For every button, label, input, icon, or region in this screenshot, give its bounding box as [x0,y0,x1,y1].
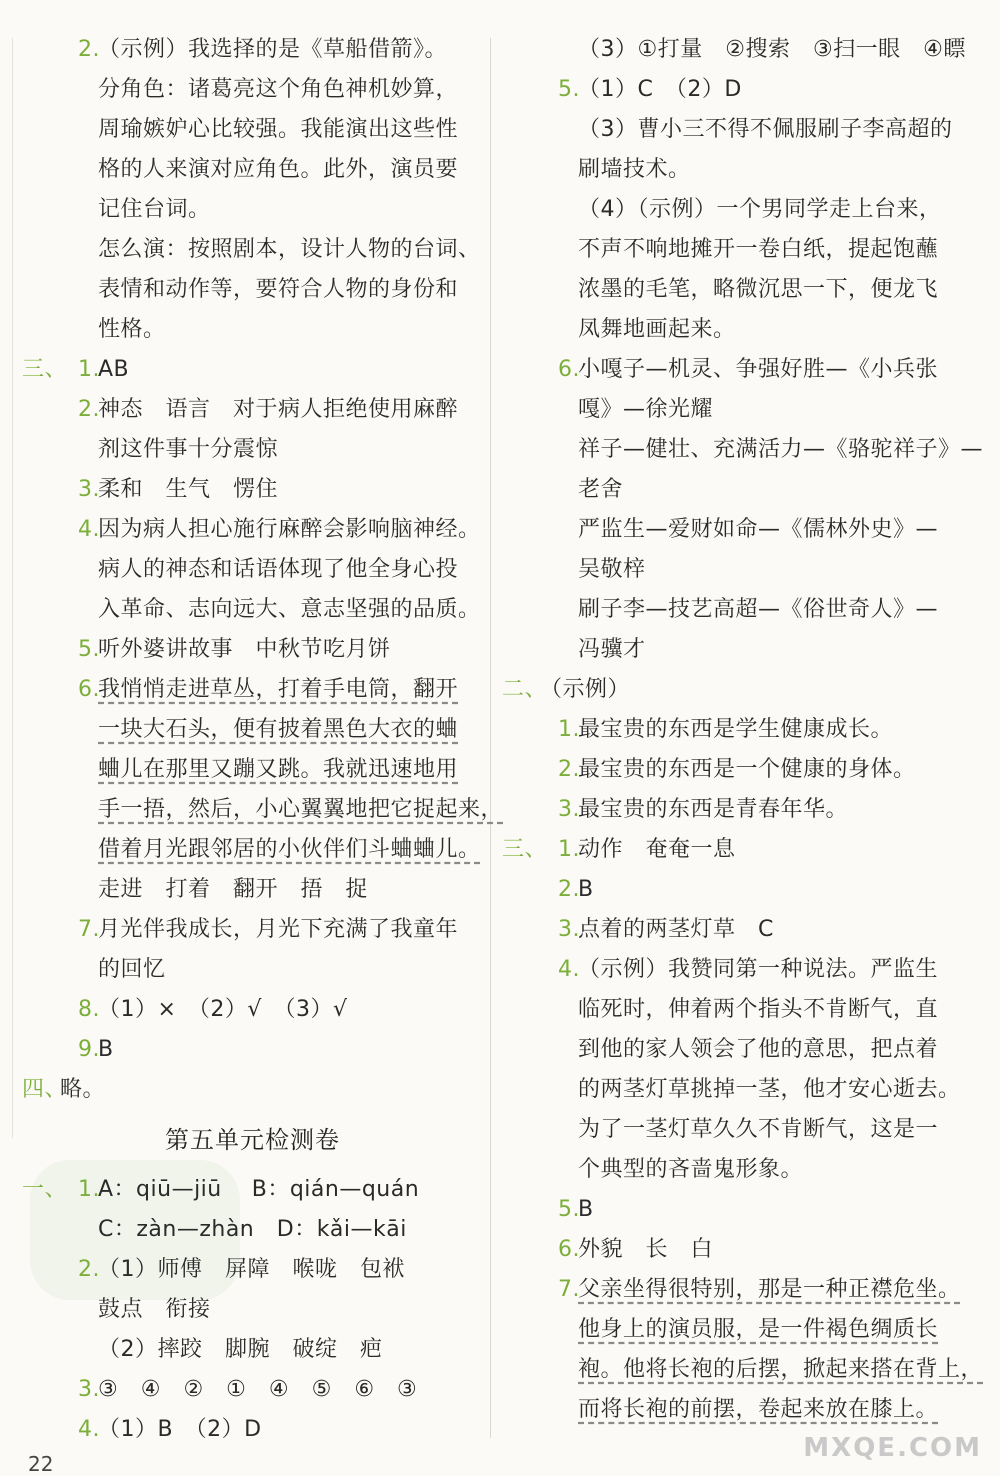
answer-line [22,1370,482,1410]
question-number: 3. [558,797,580,822]
answer-text: A：qiū—jiū B：qián—quán [98,1177,420,1202]
column-divider [490,38,491,1438]
answer-line [22,1170,482,1210]
answer-text: AB [98,357,130,382]
answer-text: 走进 打着 翻开 捂 捉 [98,877,369,902]
answer-line [502,870,972,910]
answer-line [502,1110,972,1150]
answer-text: 略。 [60,1077,106,1102]
page-number: 22 [28,1452,54,1476]
answer-line [502,710,972,750]
answer-text: B [98,1037,114,1062]
answer-line [502,1190,972,1230]
answer-text: 借着月光跟邻居的小伙伴们斗蛐蛐儿。 [98,837,481,862]
answer-text: （3）①打量 ②搜索 ③扫一眼 ④瞟 [578,37,966,62]
answer-text: 怎么演：按照剧本，设计人物的台词、 [98,237,481,262]
answer-text: 不声不响地摊开一卷白纸，提起饱蘸 [578,237,939,262]
question-number: 6. [558,357,580,382]
answer-line [502,70,972,110]
answer-line [502,830,972,870]
answer-text: 凤舞地画起来。 [578,317,736,342]
answer-text: （示例）我赞同第一种说法。严监生 [578,957,939,982]
answer-text: （4）（示例）一个男同学走上台来， [578,197,942,222]
answer-line [22,390,482,430]
answer-text: 周瑜嫉妒心比较强。我能演出这些性 [98,117,459,142]
answer-line [502,1310,972,1350]
answer-line [22,510,482,550]
answer-text: 为了一茎灯草久久不肯断气，这是一 [578,1117,939,1142]
section-marker: 四、 [22,1077,68,1102]
answer-text: 神态 语言 对于病人拒绝使用麻醉 [98,397,459,422]
question-number: 7. [558,1277,580,1302]
question-number: 5. [558,1197,580,1222]
answer-line [502,230,972,270]
answer-text: （3）曹小三不得不佩服刷子李高超的 [578,117,953,142]
answer-line [502,310,972,350]
answer-text: 鼓点 衔接 [98,1297,211,1322]
section-marker: 三、 [502,837,548,862]
answer-text: （1）C （2）D [578,77,742,102]
answer-text: ③ ④ ② ① ④ ⑤ ⑥ ③ [98,1377,418,1402]
answer-line [22,110,482,150]
answer-text: 听外婆讲故事 中秋节吃月饼 [98,637,391,662]
answer-line [22,790,504,830]
answer-line [502,470,972,510]
answer-line [22,430,482,470]
answer-line [22,910,482,950]
answer-line [22,30,482,70]
answer-line [502,150,972,190]
question-number: 1. [78,1177,100,1202]
answer-text: 入革命、志向远大、意志坚强的品质。 [98,597,481,622]
answer-line [22,1290,482,1330]
answer-line [22,750,482,790]
answer-line [22,310,482,350]
question-number: 2. [558,757,580,782]
answer-line [502,350,972,390]
answer-text: （1）师傅 屏障 喉咙 包袱 [98,1257,405,1282]
answer-line [502,910,972,950]
question-number: 1. [558,717,580,742]
question-number: 9. [78,1037,100,1062]
answer-text: 分角色：诸葛亮这个角色神机妙算， [98,77,459,102]
answer-line [22,950,482,990]
question-number: 2. [78,397,100,422]
answer-text: （示例）我选择的是《草船借箭》。 [98,37,448,62]
answer-line [502,630,972,670]
answer-text: 刷墙技术。 [578,157,691,182]
answer-text: 动作 奄奄一息 [578,837,736,862]
section-marker: 二、 [502,677,548,702]
answer-text: 剂这件事十分震惊 [98,437,279,462]
answer-text: 病人的神态和话语体现了他全身心投 [98,557,459,582]
answer-text: 小嘎子—机灵、争强好胜—《小兵张 [578,357,939,382]
answer-line [22,70,482,110]
answer-text: 一块大石头，便有披着黑色大衣的蛐 [98,717,459,742]
answer-text: 记住台词。 [98,197,211,222]
answer-line [22,1250,482,1290]
answer-text: B [578,1197,594,1222]
answer-line [502,990,972,1030]
answer-line [22,470,482,510]
answer-line [502,950,972,990]
question-number: 1. [78,357,100,382]
question-number: 4. [78,1417,100,1442]
answer-text: 蛐儿在那里又蹦又跳。我就迅速地用 [98,757,459,782]
answer-text: 格的人来演对应角色。此外，演员要 [98,157,459,182]
question-number: 4. [558,957,580,982]
question-number: 3. [78,1377,100,1402]
answer-line [22,590,482,630]
answer-text: 刷子李—技艺高超—《俗世奇人》— [578,597,939,622]
answer-line [502,510,972,550]
answer-text: 浓墨的毛笔，略微沉思一下，便龙飞 [578,277,939,302]
answer-text: 祥子—健壮、充满活力—《骆驼祥子》— [578,437,984,462]
question-number: 1. [558,837,580,862]
answer-text: 父亲坐得很特别，那是一种正襟危坐。 [578,1277,961,1302]
answer-text: 表情和动作等，要符合人物的身份和 [98,277,459,302]
answer-line [502,30,972,70]
answer-line [22,350,482,390]
answer-line [22,710,482,750]
answer-text: 月光伴我成长，月光下充满了我童年 [98,917,459,942]
answer-text: 点着的两茎灯草 C [578,917,774,942]
answer-line [22,550,482,590]
answer-text: （1）× （2）√ （3）√ [98,997,348,1022]
answer-text: 个典型的吝啬鬼形象。 [578,1157,804,1182]
section-marker: 三、 [22,357,68,382]
answer-text: 老舍 [578,477,624,502]
answer-text: C：zàn—zhàn D：kǎi—kāi [98,1217,407,1242]
answer-text: 严监生—爱财如命—《儒林外史》— [578,517,939,542]
answer-text: 而将长袍的前摆，卷起来放在膝上。 [578,1397,939,1422]
section-marker: 一、 [22,1177,68,1202]
section-title: 第五单元检测卷 [165,1126,340,1154]
site-watermark: MXQE.COM [803,1433,982,1463]
answer-text: （2）摔跤 脚腕 破绽 疤 [98,1337,383,1362]
answer-line [22,670,482,710]
answer-line [502,750,972,790]
answer-text: 因为病人担心施行麻醉会影响脑神经。 [98,517,481,542]
answer-text: 最宝贵的东西是学生健康成长。 [578,717,894,742]
answer-text: 的回忆 [98,957,166,982]
answer-text: 他身上的演员服，是一件褐色绸质长 [578,1317,939,1342]
answer-line [502,1270,972,1310]
answer-text: 临死时，伸着两个指头不肯断气，直 [578,997,939,1022]
answer-text: 性格。 [98,317,166,342]
answer-line [502,1230,972,1270]
question-number: 3. [78,477,100,502]
answer-line [502,1350,984,1390]
answer-line [502,110,972,150]
answer-line [502,430,984,470]
answer-line [502,670,972,710]
answer-line [22,1070,482,1110]
answer-text: 冯骥才 [578,637,646,662]
answer-line [22,830,482,870]
question-number: 4. [78,517,100,542]
answer-text: （1）B （2）D [98,1417,262,1442]
answer-text: 我悄悄走进草丛，打着手电筒，翻开 [98,677,459,702]
answer-text: 外貌 长 白 [578,1237,714,1262]
left-margin-rule [12,38,13,1138]
answer-text: 嘎》—徐光耀 [578,397,714,422]
answer-line [22,190,482,230]
question-number: 6. [558,1237,580,1262]
answer-line [22,990,482,1030]
answer-line [502,390,972,430]
question-number: 3. [558,917,580,942]
question-number: 2. [78,37,100,62]
answer-line [502,1390,972,1430]
answer-line [22,630,482,670]
answer-text: 柔和 生气 愣住 [98,477,279,502]
answer-line [22,1210,482,1250]
answer-line [502,270,972,310]
question-number: 7. [78,917,100,942]
answer-line [502,790,972,830]
answer-line [22,150,482,190]
question-number: 5. [558,77,580,102]
answer-line [22,1330,482,1370]
answer-line [502,1150,972,1190]
answer-line [22,1030,482,1070]
question-number: 2. [78,1257,100,1282]
answer-line [22,1410,482,1450]
answer-text: 到他的家人领会了他的意思，把点着 [578,1037,939,1062]
answer-text: 最宝贵的东西是青春年华。 [578,797,849,822]
answer-line [502,1070,972,1110]
question-number: 6. [78,677,100,702]
answer-line [502,1030,972,1070]
answer-text: （示例） [540,677,631,702]
answer-line [502,590,972,630]
question-number: 5. [78,637,100,662]
answer-text: 手一捂，然后，小心翼翼地把它捉起来， [98,797,504,822]
question-number: 8. [78,997,100,1022]
answer-text: 的两茎灯草挑掉一茎，他才安心逝去。 [578,1077,961,1102]
answer-text: 最宝贵的东西是一个健康的身体。 [578,757,916,782]
answer-line [22,230,482,270]
answer-text: 吴敬梓 [578,557,646,582]
answer-line [22,270,482,310]
answer-line [502,190,972,230]
question-number: 2. [558,877,580,902]
answer-line [502,550,972,590]
answer-text: 袍。他将长袍的后摆，掀起来搭在背上， [578,1357,984,1382]
answer-line [22,870,482,910]
answer-text: B [578,877,594,902]
